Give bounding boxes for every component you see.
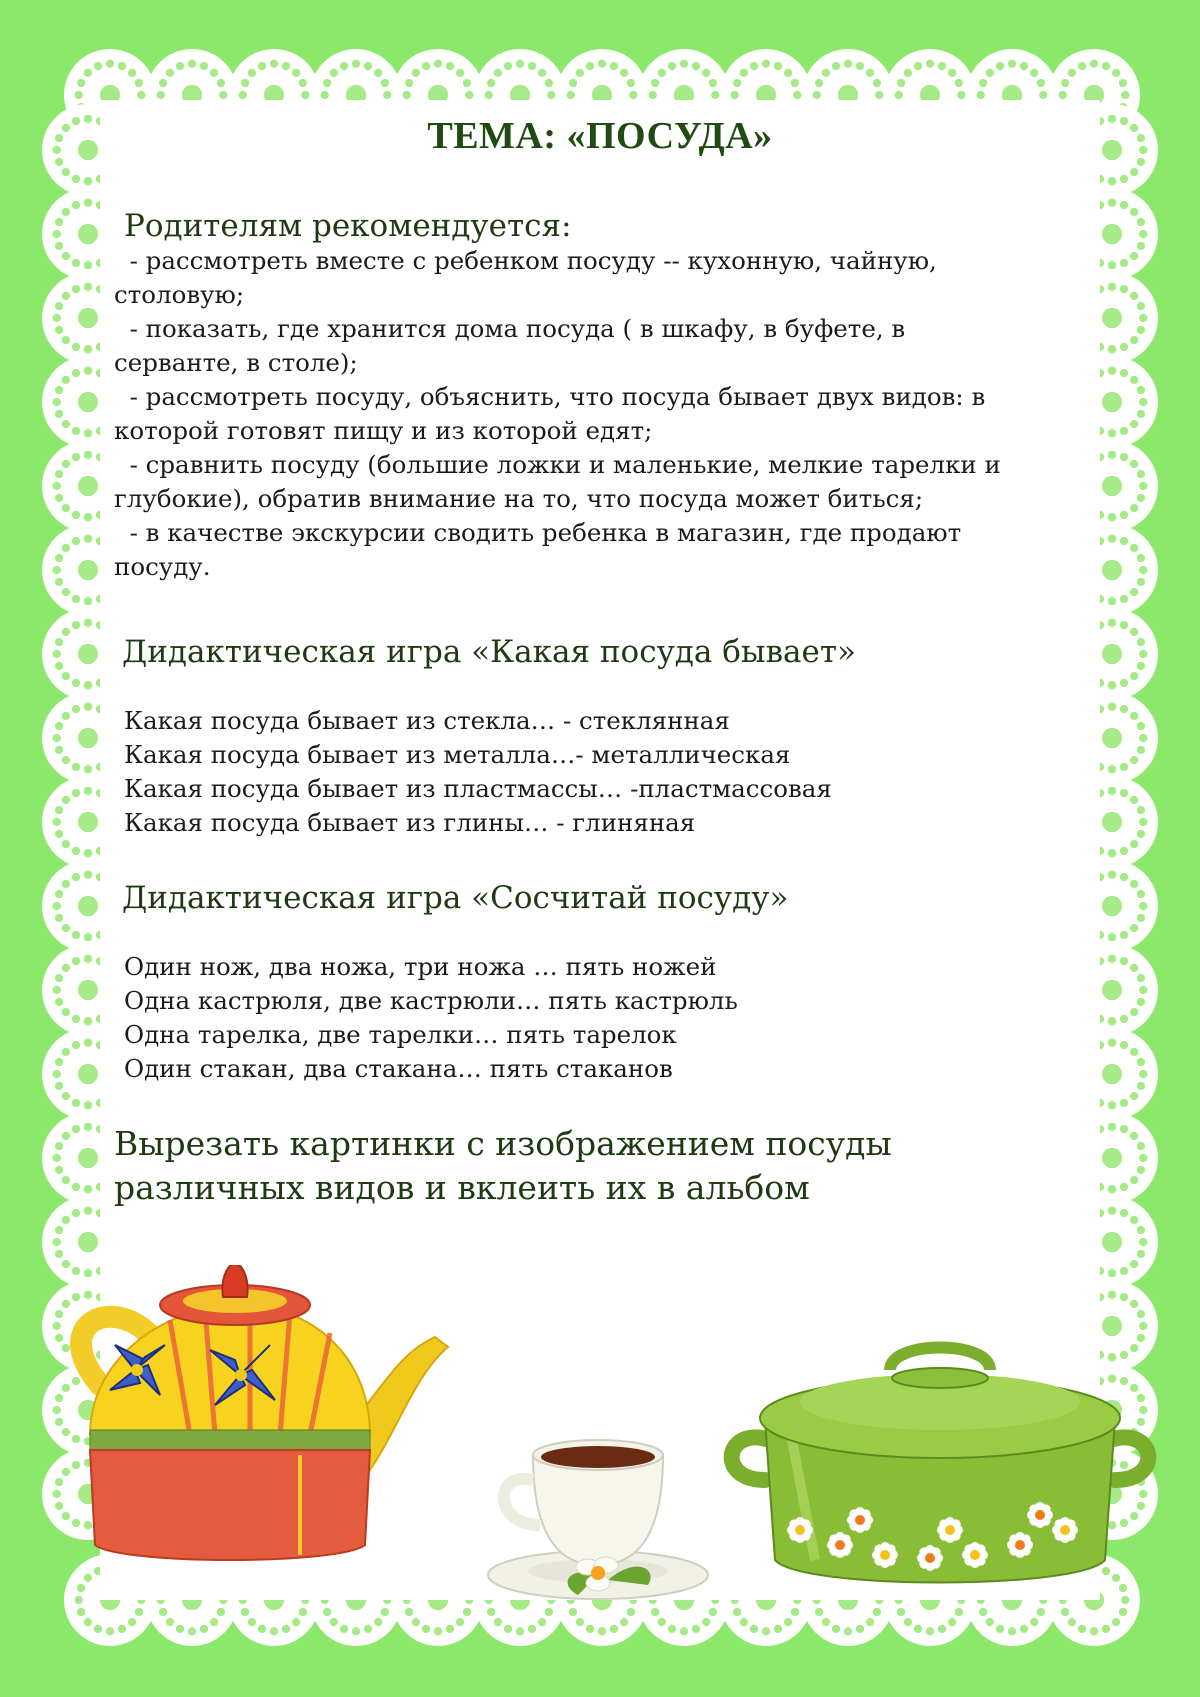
- saucepan-illustration: [720, 1330, 1160, 1600]
- parents-recommendations: [114, 244, 1001, 584]
- game-line: Одна кастрюля, две кастрюли… пять кастрюль: [124, 986, 738, 1015]
- page-title: ТЕМА: «ПОСУДА»: [427, 115, 773, 157]
- game-line: Один стакан, два стакана… пять стаканов: [124, 1054, 673, 1083]
- game-line: Какая посуда бывает из пластмассы… -пластмассовая: [124, 774, 832, 803]
- recommendation-line: которой готовят пищу и из которой едят;: [114, 416, 653, 445]
- task-line: различных видов и вклеить их в альбом: [114, 1168, 810, 1207]
- game-line: Какая посуда бывает из металла…- металлическая: [124, 740, 791, 769]
- parents-heading: Родителям рекомендуется:: [124, 208, 572, 244]
- recommendation-line: - рассмотреть вместе с ребенком посуду -- кухонную, чайную,: [114, 246, 937, 275]
- recommendation-line: глубокие), обратив внимание на то, что посуда может биться;: [114, 484, 924, 513]
- recommendation-line: столовую;: [114, 280, 245, 309]
- recommendation-line: серванте, в столе);: [114, 348, 358, 377]
- game-line: Одна тарелка, две тарелки… пять тарелок: [124, 1020, 677, 1049]
- teapot-illustration: [40, 1265, 470, 1575]
- teacup-illustration: [478, 1425, 718, 1605]
- game1-lines: [124, 704, 832, 840]
- game-line: Какая посуда бывает из глины… - глиняная: [124, 808, 696, 837]
- game-line: Один нож, два ножа, три ножа … пять ножей: [124, 952, 717, 981]
- recommendation-line: - сравнить посуду (большие ложки и маленькие, мелкие тарелки и: [114, 450, 1001, 479]
- game2-heading: Дидактическая игра «Сосчитай посуду»: [122, 880, 789, 916]
- recommendation-line: - в качестве экскурсии сводить ребенка в магазин, где продают: [114, 518, 962, 547]
- recommendation-line: - показать, где хранится дома посуда ( в шкафу, в буфете, в: [114, 314, 906, 343]
- task-text: [114, 1122, 892, 1210]
- recommendation-line: - рассмотреть посуду, объяснить, что посуда бывает двух видов: в: [114, 382, 986, 411]
- game-line: Какая посуда бывает из стекла… - стеклянная: [124, 706, 730, 735]
- game2-lines: [124, 950, 738, 1086]
- recommendation-line: посуду.: [114, 552, 211, 581]
- task-line: Вырезать картинки с изображением посуды: [114, 1124, 892, 1163]
- game1-heading: Дидактическая игра «Какая посуда бывает»: [122, 634, 856, 670]
